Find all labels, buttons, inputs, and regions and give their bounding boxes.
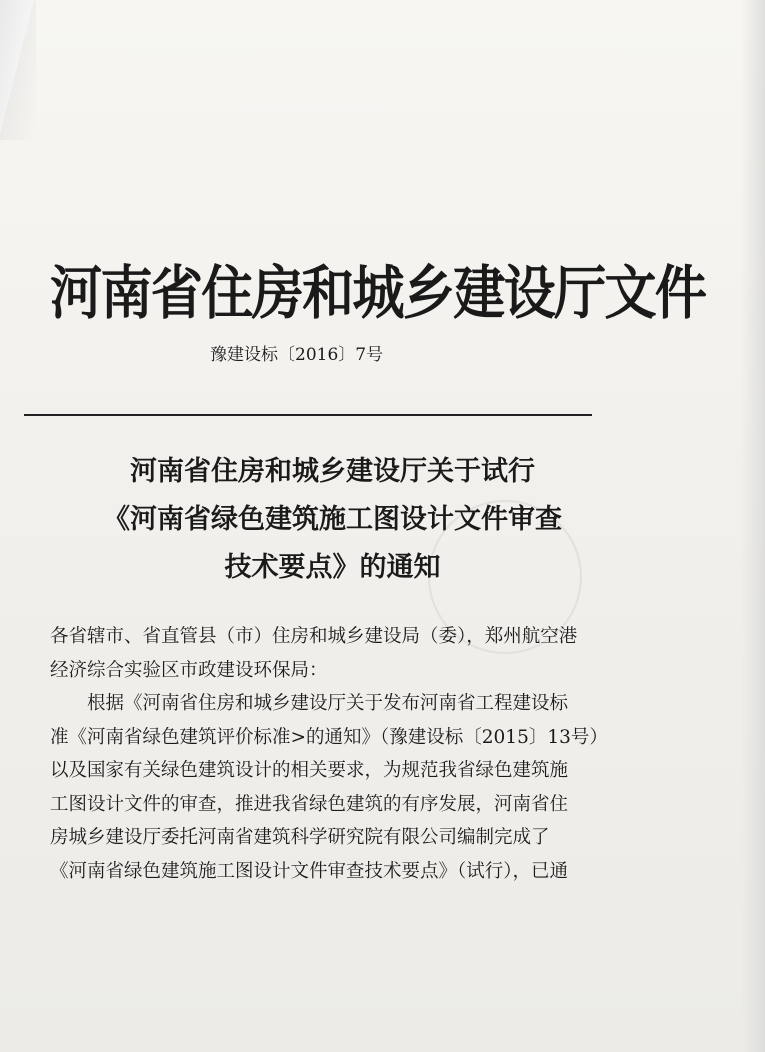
header-divider-line xyxy=(24,414,592,416)
document-number: 豫建设标〔2016〕7号 xyxy=(210,345,384,365)
paragraph-line: 以及国家有关绿色建筑设计的相关要求，为规范我省绿色建筑施 xyxy=(50,760,569,781)
page-edge-shadow xyxy=(741,0,765,1052)
notice-title-line: 《河南省绿色建筑施工图设计文件审查 xyxy=(103,504,562,535)
notice-title-line: 河南省住房和城乡建设厅关于试行 xyxy=(130,456,535,487)
document-header-title: 河南省住房和城乡建设厅文件 xyxy=(50,259,706,327)
addressee-line: 经济综合实验区市政建设环保局： xyxy=(50,659,328,681)
paragraph-line: 房城乡建设厅委托河南省建筑科学研究院有限公司编制完成了 xyxy=(50,827,550,848)
notice-title xyxy=(60,448,605,592)
addressee-line: 各省辖市、省直管县（市）住房和城乡建设局（委），郑州航空港 xyxy=(50,626,578,647)
paragraph-line: 根据《河南省住房和城乡建设厅关于发布河南省工程建设标 xyxy=(87,693,569,714)
paragraph-line: 工图设计文件的审查，推进我省绿色建筑的有序发展，河南省住 xyxy=(50,793,569,815)
notice-title-line: 技术要点》的通知 xyxy=(224,552,441,583)
corner-shadow xyxy=(0,0,36,140)
paragraph-line: 准《河南省绿色建筑评价标准>的通知》（豫建设标〔2015〕13号） xyxy=(50,726,608,748)
paragraph-line: 《河南省绿色建筑施工图设计文件审查技术要点》（试行），已通 xyxy=(50,860,569,882)
notice-body xyxy=(50,620,610,888)
